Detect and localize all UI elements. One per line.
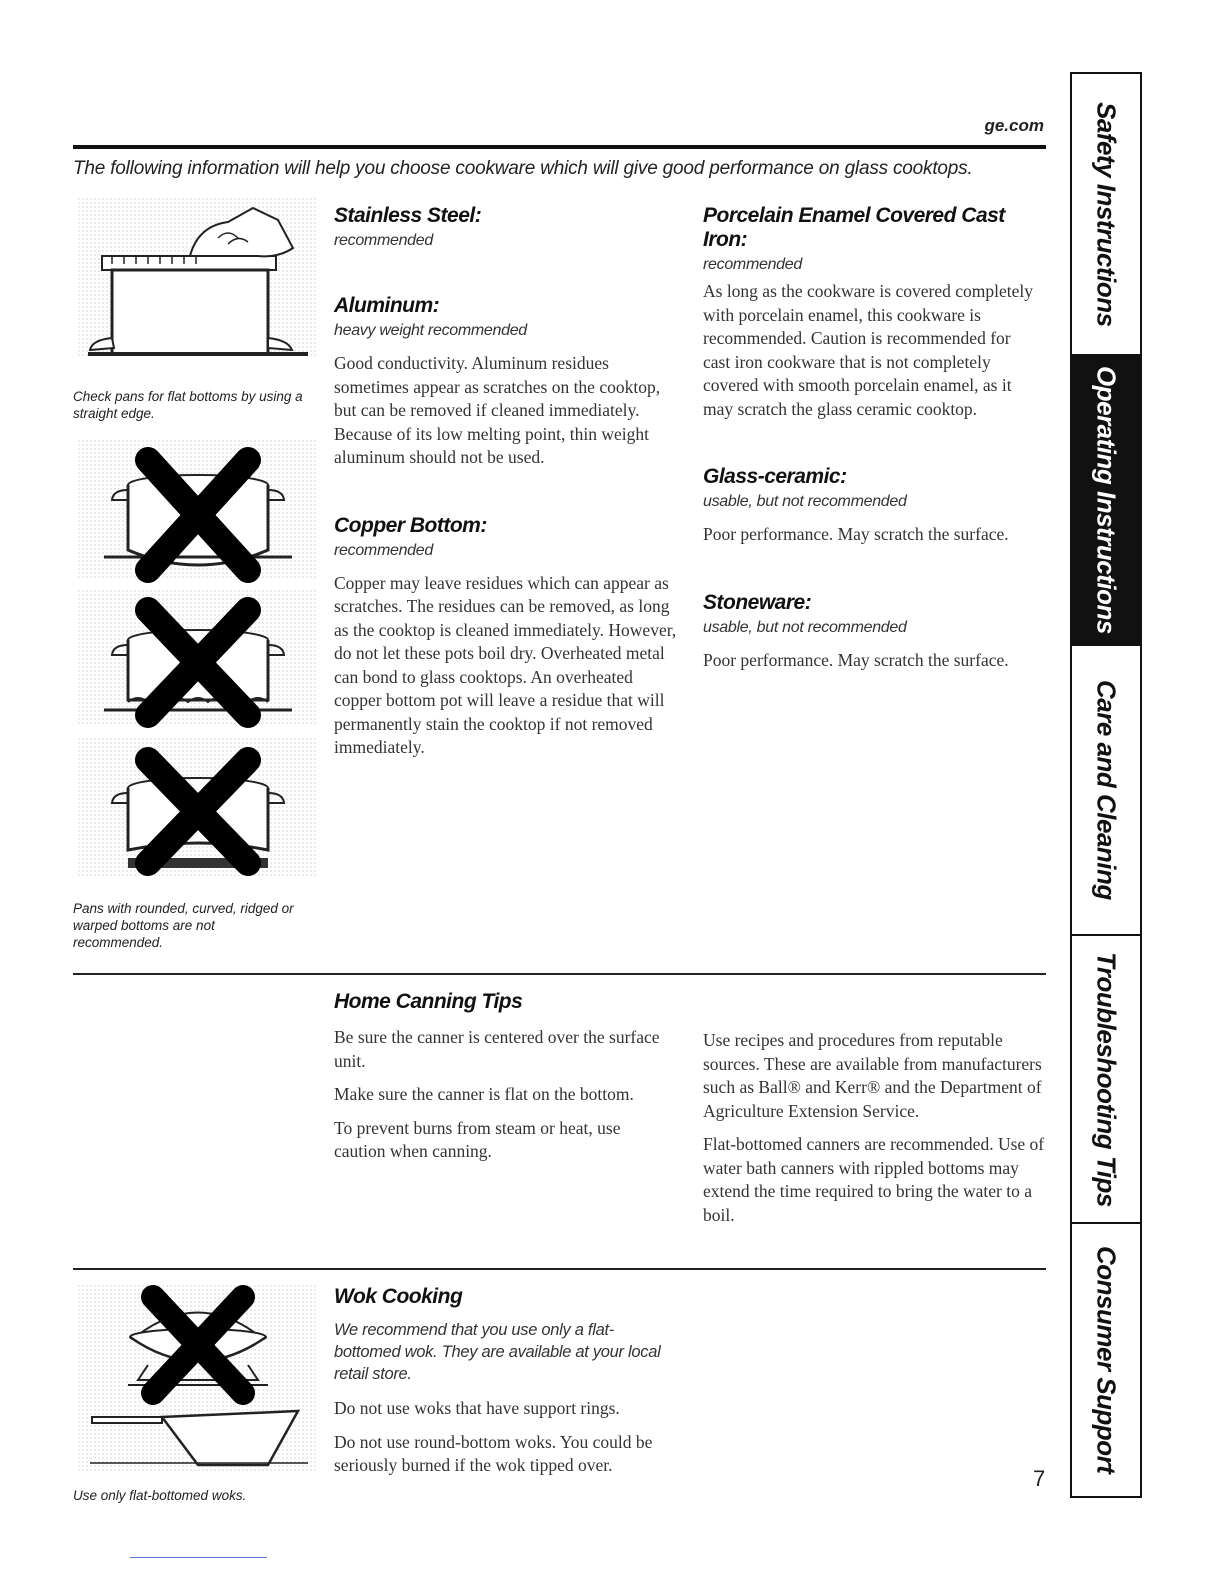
wok-item: Do not use round-bottom woks. You could be seriously burned if the wok tipped over.: [334, 1431, 653, 1475]
wok-figure: [78, 1285, 318, 1475]
porcelain-text: As long as the cookware is covered completely with porcelain enamel, this cookware is recommended. Caution is recommended for cast iron cookware that is not completely covered with smooth porcelain enamel, as it may scratch the glass ceramic cooktop.: [703, 281, 1033, 419]
ridged-pan-figure: [78, 590, 318, 730]
caption-not-recommended: Pans with rounded, curved, ridged or warped bottoms are not recommended.: [73, 901, 294, 950]
glass-ceramic-title: Glass-ceramic:: [703, 465, 847, 488]
intro-text: The following information will help you choose cookware which will give good performance on glass cooktops.: [73, 158, 973, 179]
tab-operating-instructions[interactable]: Operating Instructions: [1072, 356, 1140, 646]
footer-line: [130, 1557, 267, 1558]
wok-rule: [73, 1268, 1046, 1270]
porcelain-rating: recommended: [703, 256, 802, 273]
copper-text: Copper may leave residues which can appear as scratches. The residues can be removed, as long as the cooktop is cleaned immediately. However, do not let these pots boil dry. Overheated metal can bond to glass cooktops. An overheated copper bottom pot will leave a residue that will permanently stain the cooktop if not removed immediately.: [334, 572, 677, 757]
wok-title: Wok Cooking: [334, 1285, 463, 1308]
canning-tip: Be sure the canner is centered over the surface unit.: [334, 1027, 660, 1071]
stainless-title: Stainless Steel:: [334, 204, 482, 227]
rounded-pan-figure: [78, 440, 318, 590]
caption-wok: Use only flat-bottomed woks.: [73, 1488, 247, 1503]
stoneware-rating: usable, but not recommended: [703, 618, 907, 636]
header-rule: [73, 145, 1046, 149]
glass-ceramic-rating: usable, but not recommended: [703, 493, 907, 510]
aluminum-text: Good conductivity. Aluminum residues sometimes appear as scratches on the cooktop, but can be removed if cleaned immediately. Because of its low melting point, thin weight aluminum should not be used.: [334, 353, 661, 467]
canning-tip: Flat-bottomed canners are recommended. Use of water bath canners with rippled bottoms may extend the time required to bring the water to a boil.: [703, 1134, 1045, 1225]
section-tabs: [1070, 72, 1142, 1498]
wok-intro: We recommend that you use only a flat-bottomed wok. They are available at your local retail store.: [334, 1321, 661, 1383]
straight-edge-figure: [78, 198, 318, 368]
cookware-right-column: [703, 204, 1033, 672]
tab-consumer-support[interactable]: Consumer Support: [1091, 1246, 1122, 1474]
page-number: 7: [1033, 1466, 1046, 1491]
canning-tip: Make sure the canner is flat on the bottom.: [334, 1084, 634, 1104]
stainless-rating: recommended: [334, 232, 433, 249]
aluminum-title: Aluminum:: [334, 294, 440, 317]
caption-flat-bottom: Check pans for flat bottoms by using a straight edge.: [73, 389, 303, 421]
copper-title: Copper Bottom:: [334, 513, 487, 537]
canning-tip: To prevent burns from steam or heat, use caution when canning.: [334, 1117, 621, 1161]
cookware-middle-column: [334, 204, 679, 760]
tab-troubleshooting-tips[interactable]: Troubleshooting Tips: [1072, 936, 1140, 1224]
glass-ceramic-text: Poor performance. May scratch the surface.: [703, 524, 1009, 544]
stoneware-text: Poor performance. May scratch the surface.: [703, 649, 1009, 670]
canning-rule: [73, 973, 1046, 975]
tab-safety-instructions[interactable]: Safety Instructions: [1072, 74, 1140, 356]
site-url: ge.com: [984, 116, 1044, 135]
canning-title: Home Canning Tips: [334, 990, 523, 1013]
aluminum-rating: heavy weight recommended: [334, 322, 527, 339]
warped-pan-figure: [78, 738, 318, 888]
tab-care-and-cleaning[interactable]: Care and Cleaning: [1072, 646, 1140, 936]
wok-item: Do not use woks that have support rings.: [334, 1398, 620, 1418]
canning-section: [334, 990, 674, 1164]
canning-right: [703, 1029, 1045, 1227]
copper-rating: recommended: [334, 541, 433, 559]
wok-section: [334, 1285, 679, 1478]
porcelain-title: Porcelain Enamel Covered Cast Iron:: [703, 204, 1005, 251]
stoneware-title: Stoneware:: [703, 590, 812, 614]
canning-tip: Use recipes and procedures from reputable sources. These are available from manufacturers such as Ball® and Kerr® and the Department of Agriculture Extension Service.: [703, 1030, 1042, 1121]
